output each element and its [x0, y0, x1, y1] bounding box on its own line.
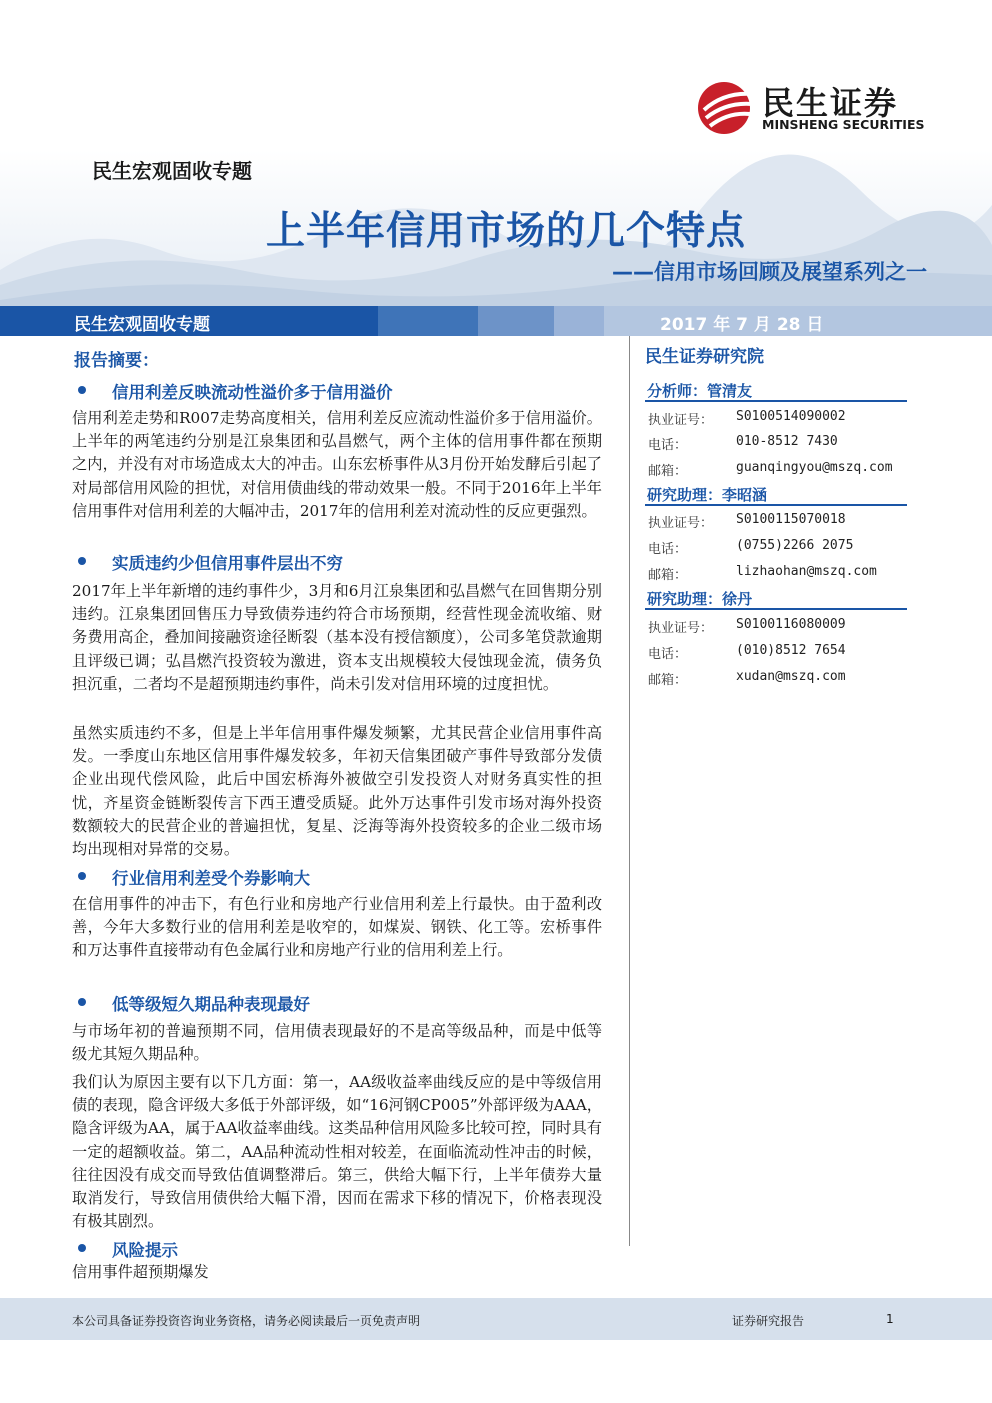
brand-name-en: MINSHENG SECURITIES — [762, 117, 925, 132]
bullet-icon — [78, 386, 86, 394]
license-label: 执业证号： — [648, 516, 714, 531]
section-paragraph: 在信用事件的冲击下，有色行业和房地产行业信用利差上行最快。由于盈利改善，今年大多数行业的信用利差是收窄的，如煤炭、钢铁、化工等。宏桥事件和万达事件直接带动有色金属行业和房地产行业的信用利差上行。 — [72, 895, 602, 960]
section-paragraph: 信用利差走势和R007走势高度相关，信用利差反应流动性溢价多于信用溢价。上半年的两笔违约分别是江泉集团和弘昌燃气，两个主体的信用事件都在预期之内，并没有对市场造成太大的冲击。山东宏桥事件从3月份开始发酵后引起了对局部信用风险的担忧，对信用债曲线的带动效果一般。不同于2016年上半年信用事件对信用利差的大幅冲击，2017年的信用利差对流动性的反应更强烈。 — [72, 409, 602, 520]
email-label: 邮箱： — [648, 464, 688, 479]
section-heading: 低等级短久期品种表现最好 — [112, 995, 310, 1014]
email-address[interactable]: xudan@mszq.com — [736, 669, 846, 684]
section-heading: 风险提示 — [112, 1241, 178, 1260]
email-address[interactable]: lizhaohan@mszq.com — [736, 564, 877, 579]
assistant-title: 研究助理：徐丹 — [647, 590, 753, 608]
band-series-label: 民生宏观固收专题 — [74, 315, 210, 335]
divider — [645, 608, 907, 610]
abstract-title: 报告摘要： — [74, 351, 159, 371]
bullet-icon — [78, 872, 86, 880]
section-heading: 行业信用利差受个券影响大 — [112, 869, 310, 888]
report-title: 上半年信用市场的几个特点 — [266, 209, 747, 254]
phone-number: 010-8512 7430 — [736, 434, 838, 449]
license-number: S0100115070018 — [736, 512, 846, 527]
section-heading: 实质违约少但信用事件层出不穷 — [112, 554, 343, 573]
divider — [645, 400, 907, 402]
brand-name-cn: 民生证券 — [762, 84, 899, 122]
section-heading: 信用利差反映流动性溢价多于信用溢价 — [112, 383, 393, 402]
email-label: 邮箱： — [648, 673, 688, 688]
footer-report-type: 证券研究报告 — [732, 1314, 805, 1328]
research-institute: 民生证券研究院 — [645, 347, 764, 367]
email-address[interactable]: guanqingyou@mszq.com — [736, 460, 893, 475]
email-label: 邮箱： — [648, 568, 688, 583]
assistant-title: 研究助理：李昭涵 — [647, 486, 768, 504]
license-number: S0100514090002 — [736, 409, 846, 424]
bullet-icon — [78, 998, 86, 1006]
license-label: 执业证号： — [648, 413, 714, 428]
bullet-icon — [78, 557, 86, 565]
license-label: 执业证号： — [648, 621, 714, 636]
analyst-title: 分析师：管清友 — [647, 382, 753, 400]
phone-label: 电话： — [648, 647, 688, 662]
phone-label: 电话： — [648, 438, 688, 453]
page-number: 1 — [886, 1312, 894, 1326]
phone-number: (010)8512 7654 — [736, 643, 846, 658]
section-paragraph: 与市场年初的普遍预期不同，信用债表现最好的不是高等级品种，而是中低等级尤其短久期品种。 — [72, 1022, 602, 1064]
phone-number: (0755)2266 2075 — [736, 538, 854, 553]
bullet-icon — [78, 1244, 86, 1252]
license-number: S0100116080009 — [736, 617, 846, 632]
report-subtitle: ——信用市场回顾及展望系列之一 — [612, 260, 927, 284]
section-paragraph: 虽然实质违约不多，但是上半年信用事件爆发频繁，尤其民营企业信用事件高发。一季度山东地区信用事件爆发较多，年初天信集团破产事件导致部分发债企业出现代偿风险，此后中国宏桥海外被做空引发投资人对财务真实性的担忧，齐星资金链断裂传言下西王遭受质疑。此外万达事件引发市场对海外投资数额较大的民营企业的普遍担忧，复星、泛海等海外投资较多的企业二级市场均出现相对异常的交易。 — [72, 724, 602, 859]
phone-label: 电话： — [648, 542, 688, 557]
section-paragraph: 信用事件超预期爆发 — [72, 1263, 209, 1281]
series-label: 民生宏观固收专题 — [92, 159, 252, 183]
minsheng-logo-mark — [696, 80, 756, 136]
section-paragraph: 2017年上半年新增的违约事件少，3月和6月江泉集团和弘昌燃气在回售期分别违约。江泉集团回售压力导致债券违约符合市场预期，经营性现金流收缩、财务费用高企，叠加间接融资途径断裂（基本没有授信额度），公司多笔贷款逾期且评级已调；弘昌燃汽投资较为激进，资本支出规模较大侵蚀现金流，债务负担沉重，二者均不是超预期违约事件，尚未引发对信用环境的过度担忧。 — [72, 582, 602, 693]
footer-disclaimer: 本公司具备证券投资咨询业务资格，请务必阅读最后一页免责声明 — [72, 1314, 421, 1328]
column-divider — [629, 336, 630, 1246]
report-date: 2017 年 7 月 28 日 — [660, 315, 824, 335]
section-paragraph: 我们认为原因主要有以下几方面：第一，AA级收益率曲线反应的是中等级信用债的表现，隐含评级大多低于外部评级，如“16河钢CP005”外部评级为AAA，隐含评级为AA，属于AA收益率曲线。这类品种信用风险多比较可控，同时具有一定的超额收益。第二，AA品种流动性相对较差，在面临流动性冲击的时候，往往因没有成交而导致估值调整滞后。第三，供给大幅下行，上半年债券大量取消发行，导致信用债供给大幅下滑，因而在需求下移的情况下，价格表现没有极其剧烈。 — [72, 1073, 602, 1231]
divider — [645, 504, 907, 506]
